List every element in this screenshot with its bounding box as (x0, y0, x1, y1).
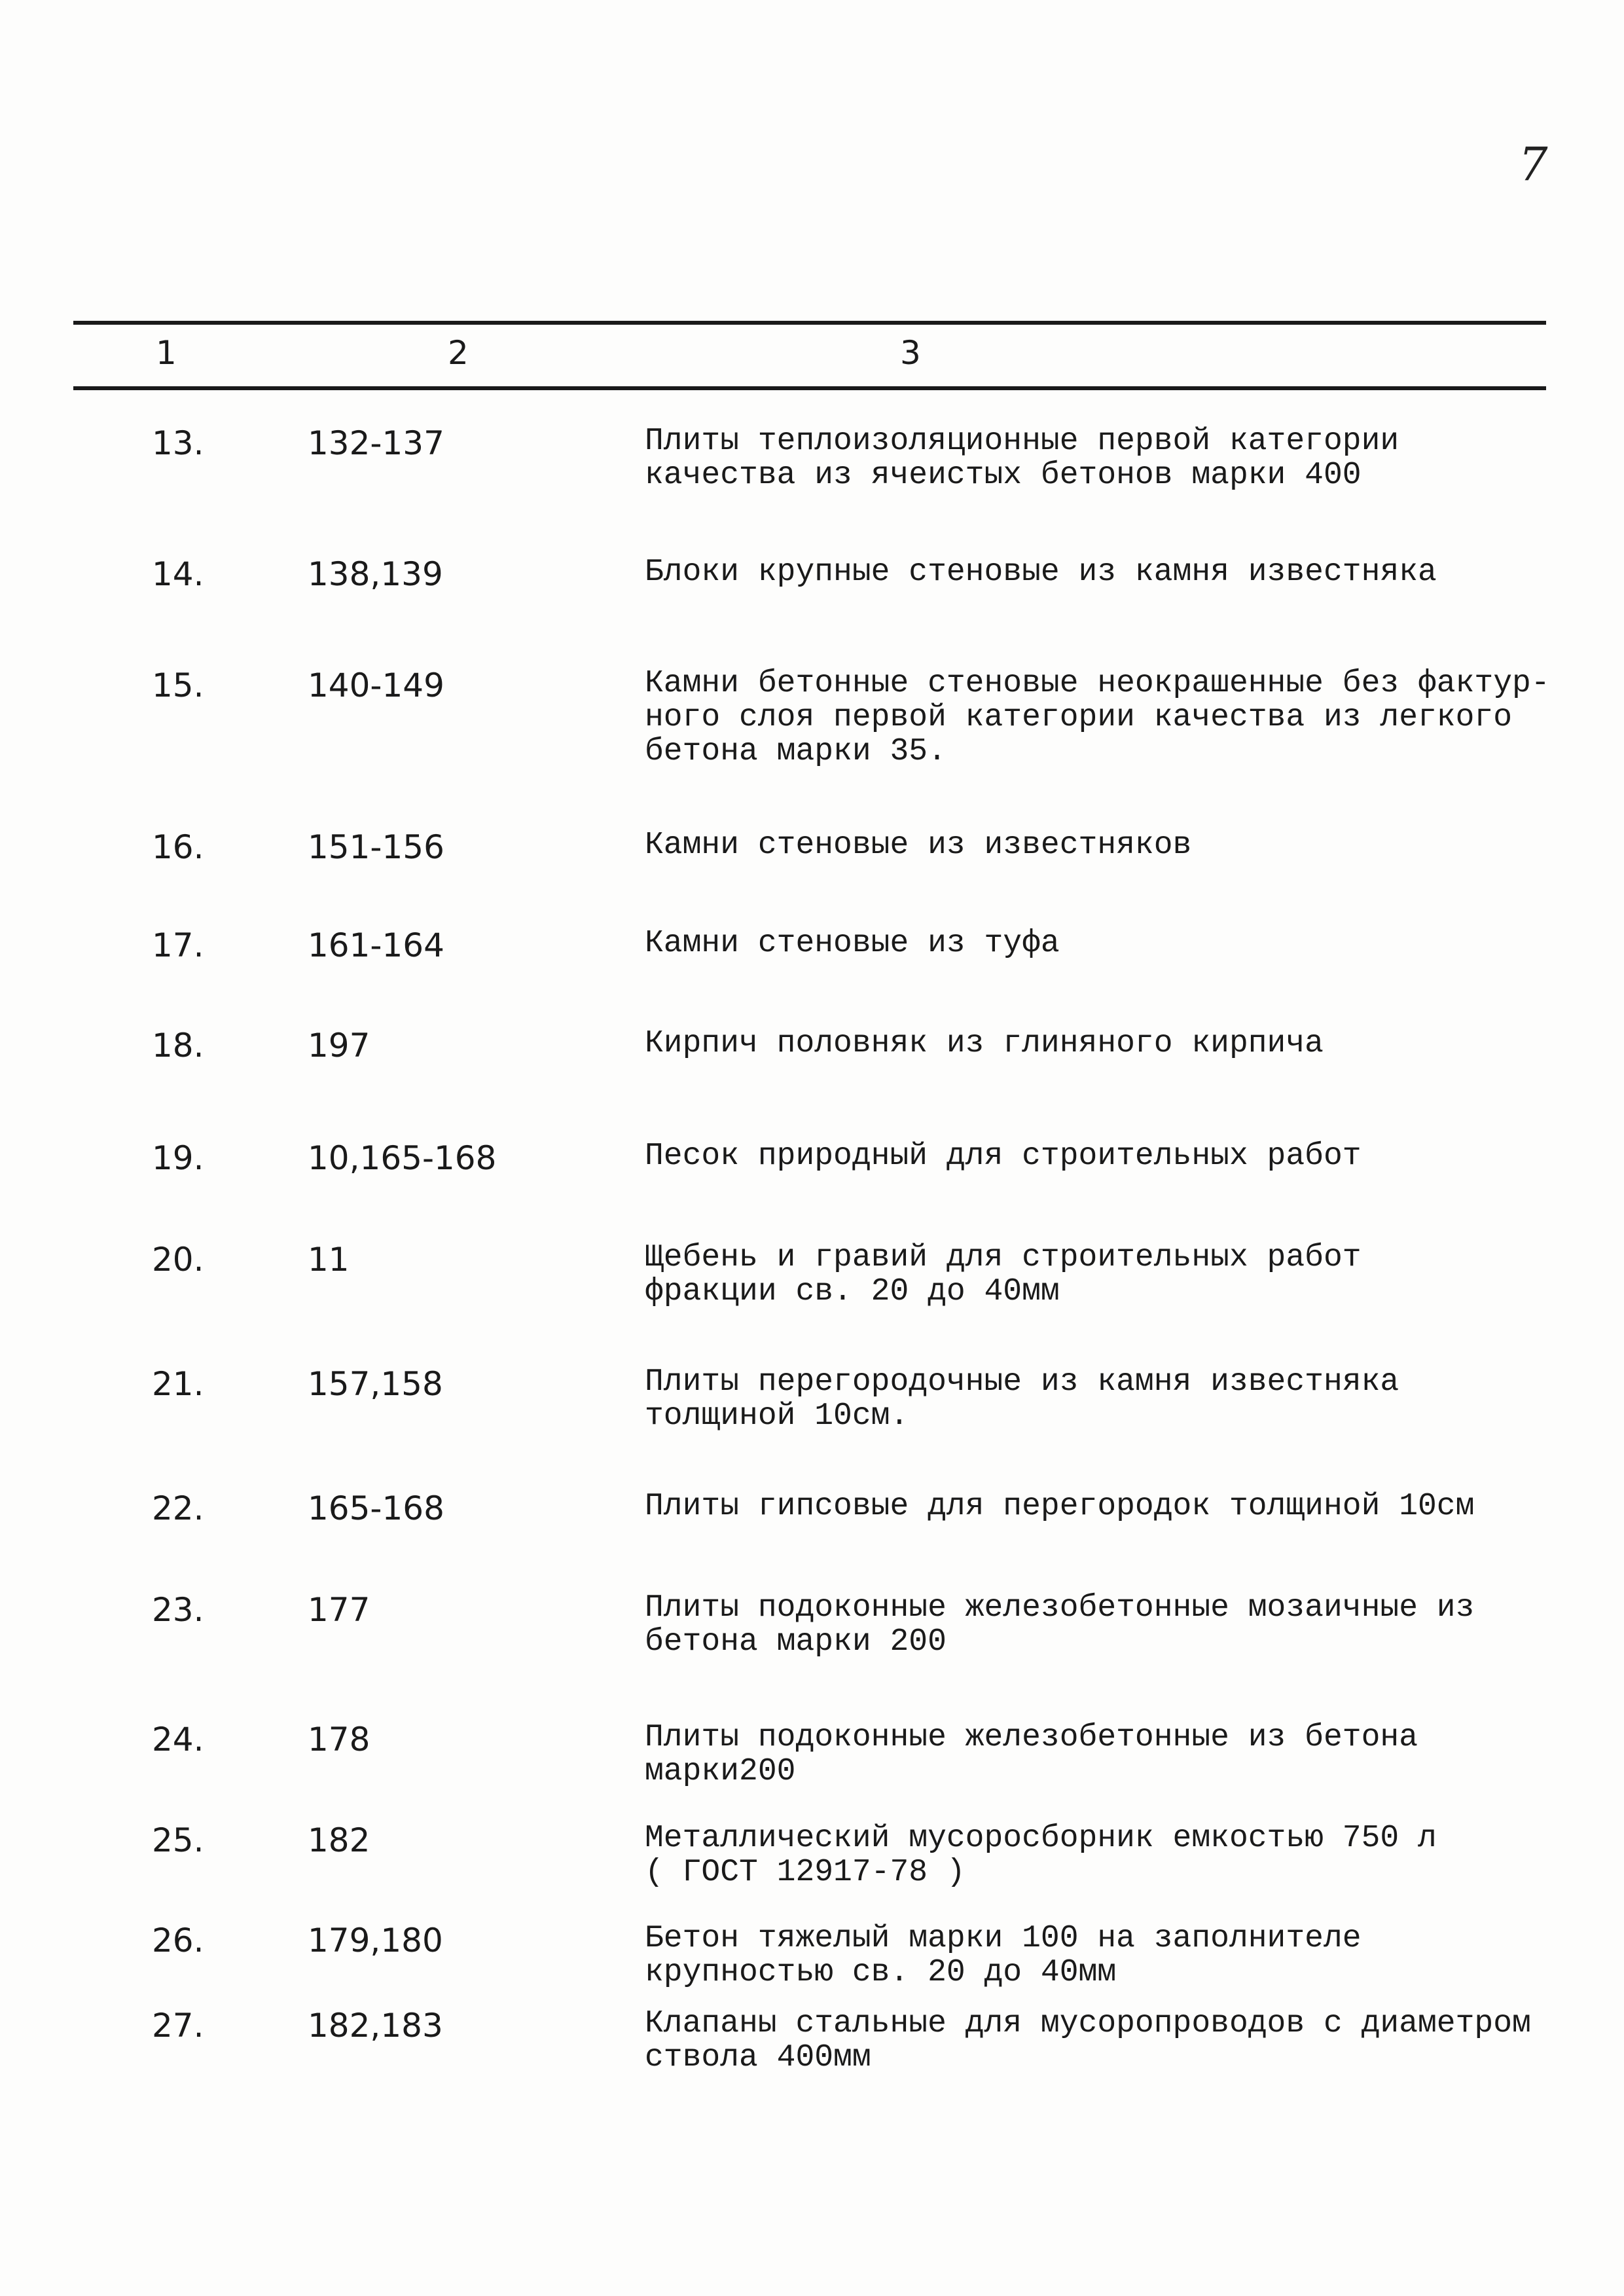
description-line: Плиты теплоизоляционные первой категории (645, 424, 1399, 459)
row-number: 23. (152, 1591, 204, 1629)
row-reference: 11 (308, 1241, 350, 1279)
row-description (645, 1821, 1574, 1889)
header-top-rule (73, 321, 1546, 325)
row-description (645, 926, 1574, 960)
description-line: Камни бетонные стеновые неокрашенные без фактур- (645, 666, 1550, 701)
row-description (645, 1591, 1574, 1659)
description-line: Плиты гипсовые для перегородок толщиной 10см (645, 1489, 1475, 1524)
row-reference: 178 (308, 1721, 370, 1758)
description-line: Камни стеновые из известняков (645, 828, 1192, 863)
description-line: Блоки крупные стеновые из камня известняка (645, 555, 1437, 590)
row-reference: 157,158 (308, 1365, 443, 1403)
row-reference: 182,183 (308, 2007, 443, 2045)
row-description (645, 555, 1574, 589)
row-reference: 151-156 (308, 828, 444, 866)
row-reference: 179,180 (308, 1922, 443, 1959)
description-line: ствола 400мм (645, 2040, 871, 2075)
row-reference: 10,165-168 (308, 1139, 497, 1177)
header-bottom-rule (73, 386, 1546, 390)
row-number: 19. (152, 1139, 204, 1177)
row-reference: 161-164 (308, 926, 444, 964)
column-header-3: 3 (900, 334, 921, 372)
description-line: крупностью св. 20 до 40мм (645, 1955, 1117, 1990)
description-line: фракции св. 20 до 40мм (645, 1274, 1060, 1309)
column-header-1: 1 (156, 334, 177, 372)
row-number: 18. (152, 1027, 204, 1065)
row-reference: 132-137 (308, 424, 444, 462)
page-number: 7 (1519, 137, 1548, 191)
row-number: 22. (152, 1489, 204, 1527)
description-line: Плиты перегородочные из камня известняка (645, 1364, 1399, 1400)
row-number: 25. (152, 1821, 204, 1859)
description-line: Щебень и гравий для строительных работ (645, 1240, 1362, 1275)
row-number: 14. (152, 555, 204, 593)
description-line: ( ГОСТ 12917-78 ) (645, 1855, 965, 1890)
description-line: бетона марки 35. (645, 734, 947, 769)
row-description (645, 2007, 1574, 2075)
row-description (645, 1027, 1574, 1061)
row-number: 13. (152, 424, 204, 462)
row-description (645, 1721, 1574, 1789)
row-number: 15. (152, 666, 204, 704)
column-header-2: 2 (448, 334, 469, 372)
description-line: качества из ячеистых бетонов марки 400 (645, 458, 1362, 493)
row-number: 24. (152, 1721, 204, 1758)
row-number: 26. (152, 1922, 204, 1959)
description-line: Плиты подоконные железобетонные мозаичные из (645, 1590, 1475, 1626)
row-description (645, 1241, 1574, 1309)
description-line: Камни стеновые из туфа (645, 926, 1060, 961)
row-reference: 165-168 (308, 1489, 444, 1527)
row-number: 27. (152, 2007, 204, 2045)
description-line: Плиты подоконные железобетонные из бетона (645, 1720, 1418, 1755)
description-line: Кирпич половняк из глиняного кирпича (645, 1026, 1324, 1061)
row-reference: 182 (308, 1821, 370, 1859)
row-description (645, 1922, 1574, 1990)
description-line: ного слоя первой категории качества из легкого (645, 700, 1513, 735)
row-number: 17. (152, 926, 204, 964)
row-number: 16. (152, 828, 204, 866)
row-reference: 138,139 (308, 555, 443, 593)
description-line: бетона марки 200 (645, 1624, 947, 1660)
row-reference: 140-149 (308, 666, 444, 704)
row-description (645, 1365, 1574, 1433)
description-line: Песок природный для строительных работ (645, 1139, 1362, 1174)
row-description (645, 1139, 1574, 1173)
row-description (645, 424, 1574, 492)
row-description (645, 1489, 1574, 1523)
row-reference: 177 (308, 1591, 370, 1629)
row-reference: 197 (308, 1027, 370, 1065)
description-line: Клапаны стальные для мусоропроводов с диаметром (645, 2006, 1531, 2041)
row-description (645, 666, 1574, 769)
row-number: 20. (152, 1241, 204, 1279)
description-line: толщиной 10см. (645, 1398, 909, 1434)
description-line: марки200 (645, 1754, 796, 1789)
description-line: Металлический мусоросборник емкостью 750 л (645, 1821, 1437, 1856)
row-number: 21. (152, 1365, 204, 1403)
row-description (645, 828, 1574, 862)
description-line: Бетон тяжелый марки 100 на заполнителе (645, 1921, 1362, 1956)
